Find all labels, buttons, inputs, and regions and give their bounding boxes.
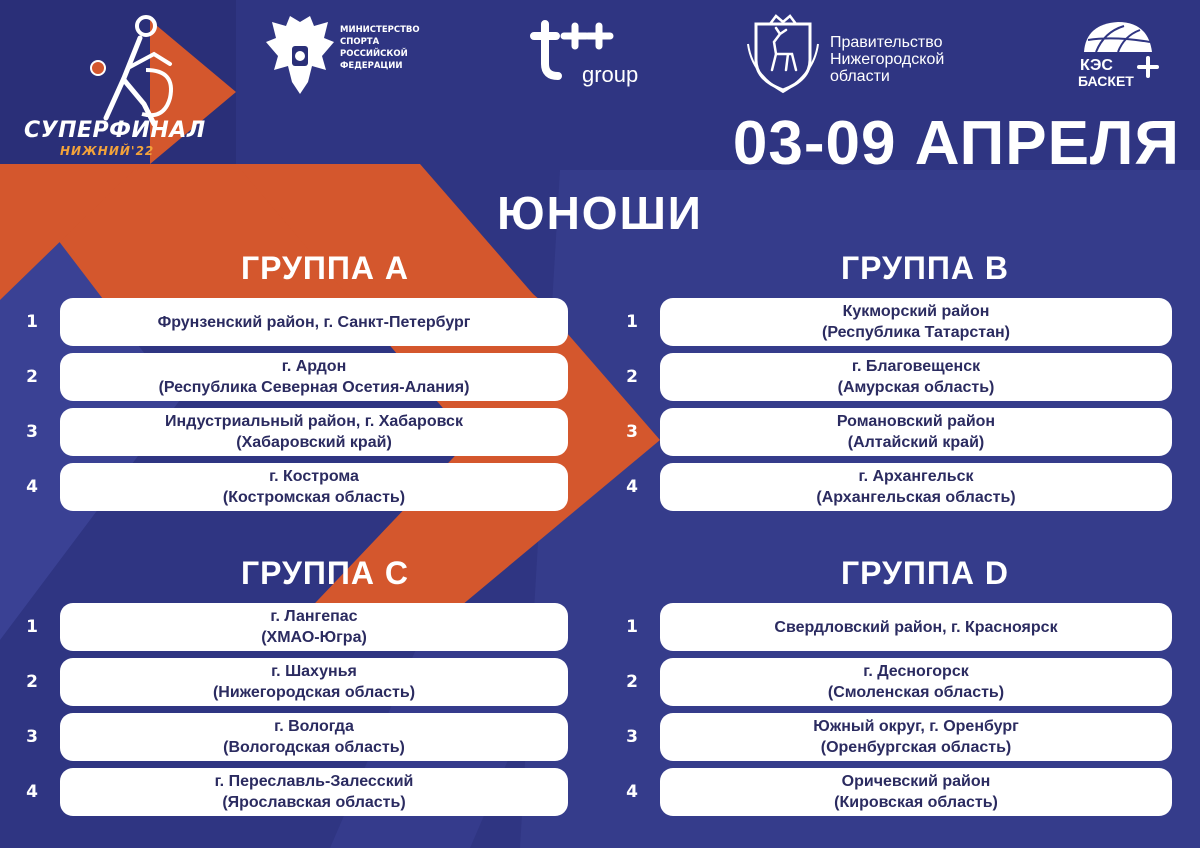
team-name: г. Шахунья <box>271 663 357 680</box>
table-row <box>12 298 572 353</box>
table-row <box>612 603 1176 658</box>
team-name: Фрунзенский район, г. Санкт-Петербург <box>157 313 471 331</box>
team-card <box>60 353 568 401</box>
team-name: г. Десногорск <box>863 663 969 680</box>
team-number: 1 <box>626 312 638 332</box>
team-region: (Архангельская область) <box>816 489 1016 506</box>
team-name: Оричевский район <box>841 773 991 790</box>
team-region: (Хабаровский край) <box>236 434 392 451</box>
table-row <box>12 768 572 823</box>
team-region: (Амурская область) <box>837 379 995 396</box>
table-row <box>612 463 1176 518</box>
team-number: 4 <box>26 782 38 802</box>
team-region: (Костромская область) <box>222 489 406 506</box>
team-number: 3 <box>626 727 638 747</box>
team-name: Индустриальный район, г. Хабаровск <box>165 413 463 430</box>
kes-line2: БАСКЕТ <box>1078 73 1134 89</box>
team-name: г. Ардон <box>281 358 347 375</box>
team-name: Кукморский район <box>842 303 990 320</box>
team-name: Романовский район <box>836 413 996 430</box>
brand-title: СУПЕРФИНАЛ <box>24 118 206 143</box>
group-c-title: ГРУППА С <box>240 555 410 591</box>
team-region: (Кировская область) <box>834 794 998 811</box>
team-number: 1 <box>26 617 38 637</box>
team-number: 3 <box>626 422 638 442</box>
government-name: Правительство Нижегородской области <box>830 34 945 85</box>
group-b-list <box>612 298 1176 518</box>
team-number: 2 <box>626 367 638 387</box>
group-b-title: ГРУППА В <box>840 250 1010 286</box>
category-heading: ЮНОШИ <box>497 187 703 239</box>
group-c-list <box>12 603 572 823</box>
team-card <box>60 658 568 706</box>
ministry-name: МИНИСТЕРСТВО СПОРТА РОССИЙСКОЙ ФЕДЕРАЦИИ <box>340 25 420 71</box>
team-number: 3 <box>26 727 38 747</box>
team-number: 2 <box>626 672 638 692</box>
kes-basket-logo-icon <box>1074 18 1166 90</box>
team-card <box>660 463 1172 511</box>
team-name: Свердловский район, г. Красноярск <box>774 618 1058 636</box>
team-region: (Нижегородская область) <box>212 684 416 701</box>
table-row <box>12 408 572 463</box>
team-region: (Вологодская область) <box>223 739 405 756</box>
team-number: 1 <box>26 312 38 332</box>
group-a-list <box>12 298 572 518</box>
team-card <box>60 713 568 761</box>
team-card <box>660 713 1172 761</box>
team-name: Южный округ, г. Оренбург <box>813 718 1019 735</box>
team-region: (Смоленская область) <box>827 684 1005 701</box>
table-row <box>12 353 572 408</box>
brand-subtitle: НИЖНИЙ'22 <box>60 144 155 158</box>
tplus-group-text: group <box>582 62 639 87</box>
team-name: г. Вологда <box>274 718 354 735</box>
team-number: 1 <box>626 617 638 637</box>
team-card <box>60 463 568 511</box>
team-number: 3 <box>26 422 38 442</box>
team-region: (Республика Северная Осетия-Алания) <box>158 379 470 396</box>
team-card <box>660 603 1172 651</box>
team-card <box>660 658 1172 706</box>
team-region: (Алтайский край) <box>847 434 985 451</box>
team-region: (Ярославская область) <box>222 794 406 811</box>
team-region: (ХМАО-Югра) <box>261 629 367 646</box>
group-a-title: ГРУППА А <box>240 250 410 286</box>
kes-line1: КЭС <box>1080 57 1113 74</box>
team-number: 2 <box>26 672 38 692</box>
team-name: г. Благовещенск <box>851 358 981 375</box>
team-number: 2 <box>26 367 38 387</box>
table-row <box>12 713 572 768</box>
team-card <box>60 298 568 346</box>
group-d-list <box>612 603 1176 823</box>
date-heading: 03-09 АПРЕЛЯ <box>732 109 1180 178</box>
team-name: г. Архангельск <box>858 468 974 485</box>
basketball-player-15-icon <box>84 8 184 126</box>
table-row <box>612 768 1176 823</box>
team-region: (Оренбургская область) <box>820 739 1012 756</box>
group-d-title: ГРУППА D <box>840 555 1010 591</box>
table-row <box>12 603 572 658</box>
double-headed-eagle-emblem-icon <box>262 12 338 98</box>
team-card <box>60 768 568 816</box>
table-row <box>12 463 572 518</box>
table-row <box>612 658 1176 713</box>
table-row <box>612 298 1176 353</box>
team-number: 4 <box>26 477 38 497</box>
team-card <box>660 353 1172 401</box>
team-card <box>60 408 568 456</box>
team-card <box>60 603 568 651</box>
nizhny-novgorod-deer-emblem-icon <box>746 14 820 94</box>
team-number: 4 <box>626 782 638 802</box>
team-name: г. Лангепас <box>270 608 358 625</box>
table-row <box>612 713 1176 768</box>
team-card <box>660 298 1172 346</box>
table-row <box>12 658 572 713</box>
table-row <box>612 408 1176 463</box>
team-card <box>660 768 1172 816</box>
team-card <box>660 408 1172 456</box>
team-name: г. Кострома <box>269 468 359 485</box>
team-region: (Республика Татарстан) <box>822 324 1010 341</box>
table-row <box>612 353 1176 408</box>
team-name: г. Переславль-Залесский <box>214 773 414 790</box>
team-number: 4 <box>626 477 638 497</box>
